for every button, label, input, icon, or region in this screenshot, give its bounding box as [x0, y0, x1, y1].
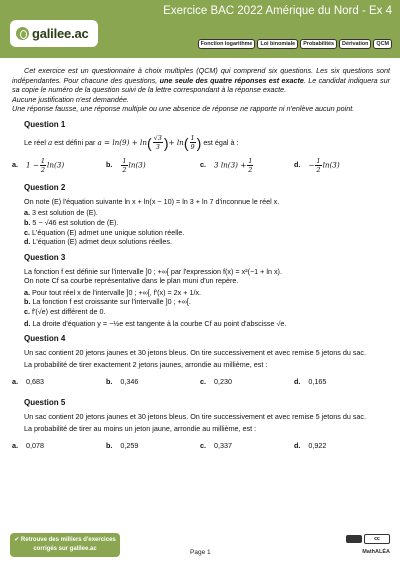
question-4-title: Question 4	[24, 334, 66, 344]
q1-option-pre: −	[308, 160, 315, 170]
question-5-options	[12, 441, 390, 451]
question-2-title: Question 2	[24, 183, 66, 193]
q3-option-letter: b.	[24, 297, 31, 307]
question-5-title: Question 5	[24, 398, 66, 408]
question-4-statement-2: La probabilité de tirer exactement 2 jetons jaunes, arrondie au millième, est :	[24, 360, 268, 370]
question-1-title: Question 1	[24, 119, 66, 129]
question-2-options	[24, 208, 390, 247]
q1-prefix: Le réel	[24, 137, 46, 147]
header-banner	[0, 0, 400, 58]
q4-option-text: 0,683	[26, 376, 44, 386]
exercise-content	[12, 66, 390, 450]
intro	[12, 66, 390, 114]
q2-option-text: 5 − √46 est solution de (E).	[32, 217, 119, 227]
q4-option-letter: a.	[12, 376, 18, 386]
q4-option-text: 0,165	[308, 376, 327, 386]
question-3-statement-1: La fonction f est définie sur l'intervalle ]0 ; +∞[ par l'expression f(x) = x²(−1 + ln x).	[24, 266, 282, 276]
q2-option-letter: a.	[24, 208, 30, 218]
q5-option-text: 0,078	[26, 440, 44, 450]
q1-option-num: 1	[316, 157, 321, 166]
question-3-title: Question 3	[24, 252, 66, 262]
q4-option-letter: b.	[106, 376, 113, 386]
q3-option-letter: d.	[24, 318, 31, 328]
q5-option-text: 0,922	[308, 440, 327, 450]
q3-option-d[interactable]	[24, 319, 390, 329]
tag-derivation: Dérivation	[339, 39, 371, 49]
q1-expr-a: a = ln(9) + ln	[97, 137, 147, 147]
logo-text: galilee.ac	[32, 25, 89, 41]
tag-logarithm: Fonction logarithme	[198, 39, 256, 49]
q1-option-den: 2	[248, 166, 253, 175]
q3-option-c[interactable]	[24, 307, 390, 317]
q1-option-num: 1	[40, 157, 46, 166]
q1-option-frac	[315, 157, 321, 174]
question-5-statement-2: La probabilité de tirer au moins un jeton jaune, arrondie au millième, est :	[24, 424, 257, 434]
tag-list	[198, 39, 392, 49]
paren-open-2: (	[183, 134, 189, 151]
page-number: Page 1	[190, 549, 211, 556]
q1-option-letter: d.	[294, 160, 301, 170]
q1-option-num: 1	[122, 157, 127, 166]
q2-option-c[interactable]	[24, 228, 390, 238]
intro-text-bold: une seule des quatre réponses est exacte	[159, 75, 304, 85]
q2-option-letter: c.	[24, 227, 30, 237]
q2-option-a[interactable]	[24, 208, 390, 218]
q1-option-d[interactable]	[294, 157, 388, 174]
q3-option-text: Pour tout réel x de l'intervalle ]0 ; +∞[, f′(x) = 2x + 1/x.	[32, 287, 202, 297]
q1-nine: 9	[190, 143, 195, 152]
q1-option-frac	[121, 157, 127, 174]
question-4-options	[12, 377, 390, 387]
q5-option-letter: c.	[200, 440, 206, 450]
license-badge: cc	[364, 534, 390, 544]
question-1-options	[12, 157, 390, 174]
q1-option-post: ln(3)	[128, 160, 146, 170]
q4-option-letter: c.	[200, 376, 206, 386]
intro-scoring: Une réponse fausse, une réponse multiple ou une absence de réponse ne rapporte ni n'enlève aucun point.	[12, 104, 355, 113]
q5-option-text: 0,259	[120, 440, 139, 450]
q3-option-text: La fonction f est croissante sur l'intervalle ]0 ; +∞[.	[32, 297, 191, 307]
q4-option-text: 0,230	[214, 376, 232, 386]
q2-option-letter: b.	[24, 217, 31, 227]
q4-option-c[interactable]	[200, 377, 294, 387]
q1-option-frac	[247, 157, 253, 174]
q1-option-frac	[40, 157, 46, 174]
logo[interactable]	[10, 20, 98, 47]
q1-one: 1	[190, 134, 195, 143]
q1-option-b[interactable]	[106, 157, 200, 174]
q1-option-num: 1	[248, 157, 253, 166]
q1-option-post: ln(3)	[322, 160, 340, 170]
mathalea-brand: MathALÉA	[362, 549, 390, 555]
q5-option-a[interactable]	[12, 441, 106, 451]
q1-option-den: 2	[122, 166, 127, 175]
question-4-statement-1: Un sac contient 20 jetons jaunes et 30 jetons bleus. On tire successivement et avec remise 5 jetons du sac.	[24, 347, 366, 357]
q1-option-letter: b.	[106, 160, 113, 170]
q1-option-den: 2	[316, 166, 321, 175]
q5-option-letter: b.	[106, 440, 113, 450]
question-2-statement: On note (E) l'équation suivante ln x + ln(x − 10) = ln 3 + ln 7 d'inconnue le réel x.	[24, 196, 280, 206]
q2-option-text: 3 est solution de (E).	[32, 208, 98, 218]
q2-option-b[interactable]	[24, 218, 390, 228]
creative-commons-icon	[346, 535, 362, 543]
q1-option-letter: c.	[200, 160, 206, 170]
q5-option-letter: a.	[12, 440, 18, 450]
q1-option-letter: a.	[12, 160, 18, 170]
q3-option-letter: a.	[24, 287, 30, 297]
q2-option-d[interactable]	[24, 237, 390, 247]
q4-option-a[interactable]	[12, 377, 106, 387]
intro-text-b: . Le candidat indiquera sur sa copie le numéro de la question suivi de la lettre correspondant à la réponse exacte.	[12, 75, 391, 94]
question-1-statement	[24, 134, 390, 151]
q5-option-b[interactable]	[106, 441, 200, 451]
question-5-statement-1: Un sac contient 20 jetons jaunes et 30 jetons bleus. On tire successivement et avec remise 5 jetons du sac.	[24, 411, 366, 421]
q1-sqrt3: √3	[153, 134, 162, 143]
q1-frac-1-9	[190, 134, 196, 151]
q3-option-b[interactable]	[24, 297, 390, 307]
intro-paragraph	[12, 66, 390, 95]
q1-defined: est défini par	[54, 137, 96, 147]
intro-no-justification: Aucune justification n'est demandée.	[12, 94, 129, 104]
q4-option-d[interactable]	[294, 377, 388, 387]
q5-option-text: 0,337	[214, 440, 232, 450]
q5-option-c[interactable]	[200, 441, 294, 451]
q4-option-text: 0,346	[120, 376, 139, 386]
q4-option-letter: d.	[294, 376, 301, 386]
exercise-title: Exercice BAC 2022 Amérique du Nord - Ex 4	[163, 5, 392, 17]
q1-option-pre: 1 −	[26, 160, 39, 170]
q1-frac-sqrt3	[153, 134, 163, 151]
q2-option-text: L'équation (E) admet deux solutions réelles.	[32, 237, 173, 247]
intro-text-a: Cet exercice est un questionnaire à choix multiples (QCM) qui comprend six questions. Les six questions sont indépendantes. Pour chacune des questions,	[12, 66, 390, 85]
tag-binomial: Loi binomiale	[257, 39, 298, 49]
q3-option-a[interactable]	[24, 288, 390, 298]
q2-option-letter: d.	[24, 237, 31, 247]
q1-plus-ln: + ln	[168, 137, 184, 147]
q3-option-text: f′(√e) est différent de 0.	[32, 306, 106, 316]
q2-option-text: L'équation (E) admet une unique solution réelle.	[32, 227, 185, 237]
promo-link[interactable]: ✔ Retrouve des milliers d'exercices corrigés sur galilee.ac	[10, 533, 120, 557]
q1-den3: 3	[155, 143, 160, 152]
paren-close-2: )	[196, 134, 202, 151]
q5-option-letter: d.	[294, 440, 301, 450]
paren-close: )	[163, 134, 169, 151]
question-3-statement-2: On note Cf sa courbe représentative dans le plan muni d'un repère.	[24, 276, 239, 286]
q1-suffix: est égal à :	[203, 137, 239, 147]
paren-open: (	[146, 134, 152, 151]
q1-var: a	[47, 137, 53, 147]
tag-qcm: QCM	[373, 39, 392, 49]
q1-option-post: ln(3)	[47, 160, 65, 170]
q1-option-a[interactable]	[12, 157, 106, 174]
q5-option-d[interactable]	[294, 441, 388, 451]
q3-option-letter: c.	[24, 306, 30, 316]
question-3-options	[24, 288, 390, 329]
galilee-logo-icon	[16, 27, 29, 40]
q3-option-text: La droite d'équation y = −½e est tangente à la courbe Cf au point d'abscisse √e.	[32, 318, 287, 328]
q1-option-c[interactable]	[200, 157, 294, 174]
tag-probability: Probabilités	[300, 39, 337, 49]
q1-option-pre: 3 ln(3) +	[214, 160, 247, 170]
q1-option-den: 2	[40, 166, 46, 175]
q4-option-b[interactable]	[106, 377, 200, 387]
